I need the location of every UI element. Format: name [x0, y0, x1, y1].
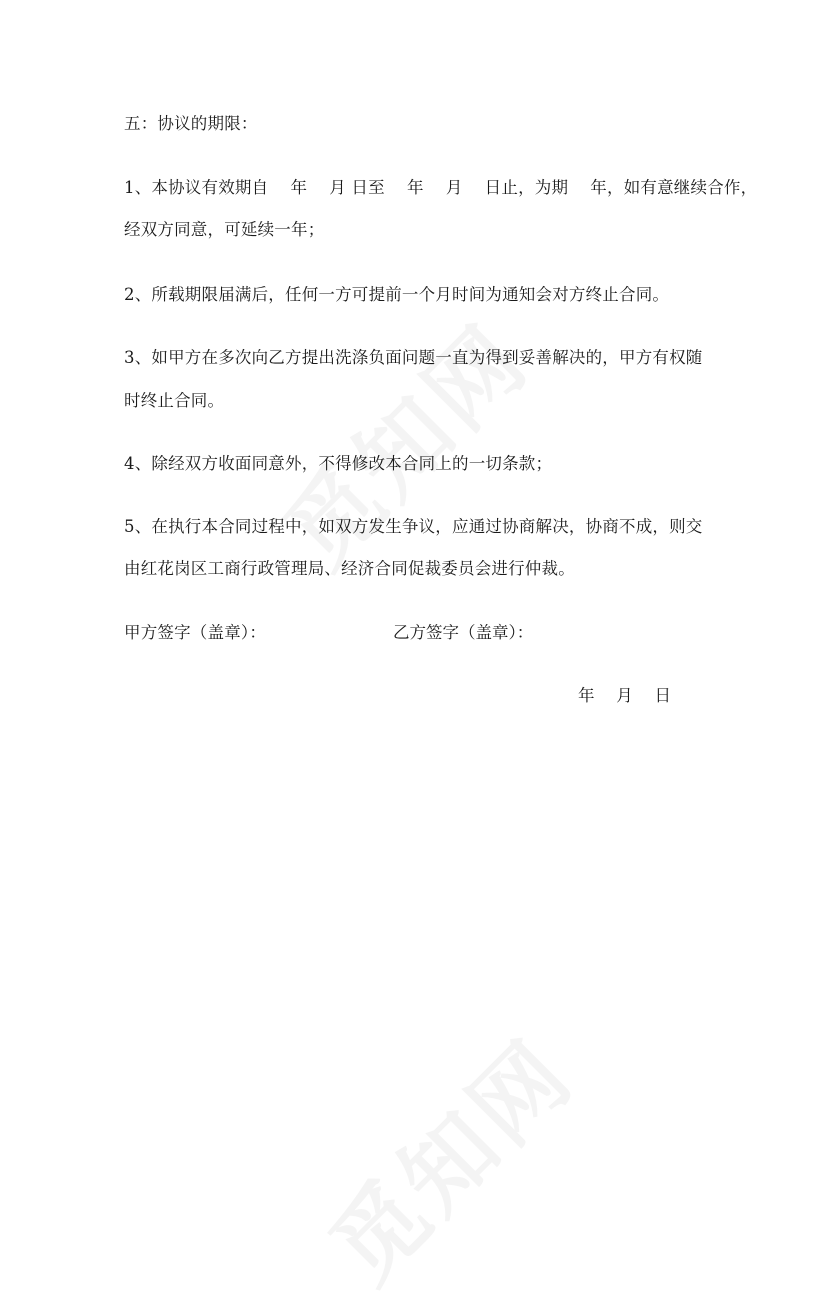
clause-5-line-2: 由红花岗区工商行政管理局、经济合同促裁委员会进行仲裁。: [124, 559, 575, 578]
clause-1-line-1: 1、本协议有效期自 年 月 日至 年 月 日止，为期 年，如有意继续合作，: [124, 178, 758, 197]
signature-party-b: 乙方签字（盖章）：: [393, 623, 534, 642]
clause-3-line-1: 3、如甲方在多次向乙方提出洗涤负面问题一直为得到妥善解决的，甲方有权随: [124, 348, 703, 367]
clause-2-line-1: 2、所载期限届满后，任何一方可提前一个月时间为通知会对方终止合同。: [124, 285, 670, 304]
clause-3-line-2: 时终止合同。: [124, 391, 225, 410]
clause-5-line-1: 5、在执行本合同过程中，如双方发生争议，应通过协商解决，协商不成，则交: [124, 517, 703, 536]
clause-1-line-2: 经双方同意，可延续一年；: [124, 220, 325, 239]
date-line: 年 月 日: [578, 686, 671, 705]
clause-4-line-1: 4、除经双方收面同意外，不得修改本合同上的一切条款；: [124, 454, 553, 473]
watermark: [296, 1005, 597, 1306]
section-heading: 五：协议的期限：: [124, 114, 258, 133]
signature-party-a: 甲方签字（盖章）：: [124, 623, 267, 642]
watermark: [251, 290, 552, 591]
